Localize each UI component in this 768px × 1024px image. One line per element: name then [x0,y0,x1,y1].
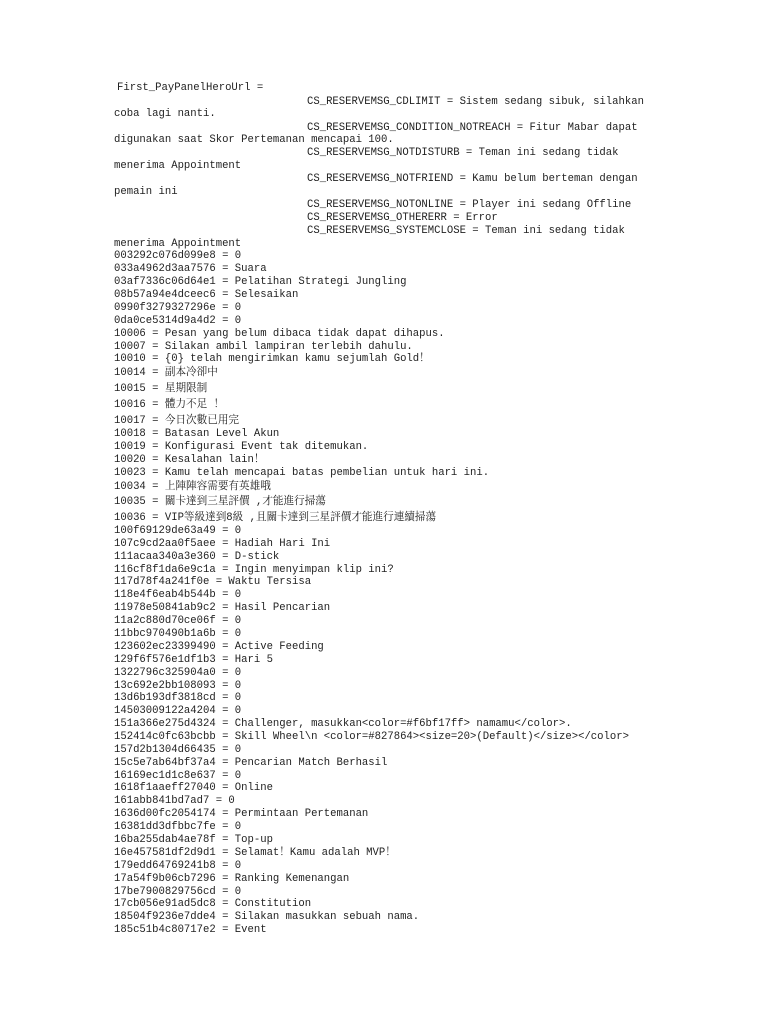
text-line: 17a54f9b06cb7296 = Ranking Kemenangan [114,873,350,885]
text-line: CS_RESERVEMSG_NOTFRIEND = Kamu belum berteman dengan [307,173,638,185]
text-line: 10020 = Kesalahan lain！ [114,454,265,466]
text-line: 151a366e275d4324 = Challenger, masukkan<color=#f6bf17ff> namamu</color>. [114,718,572,730]
text-line: 16e457581df2d9d1 = Selamat！Kamu adalah MVP！ [114,847,396,859]
text-line: 08b57a94e4dceec6 = Selesaikan [114,289,299,301]
text-line: 10036 = VIP等級達到8級 ,且關卡達到三星評價才能進行連續掃蕩 [114,512,437,524]
text-line: 18504f9236e7dde4 = Silakan masukkan sebuah nama. [114,911,420,923]
text-line: 10016 = 體力不足 ！ [114,399,225,411]
text-line: 111acaa340a3e360 = D-stick [114,551,280,563]
text-line: 13c692e2bb108093 = 0 [114,680,242,692]
text-line: menerima Appointment [114,238,242,250]
text-line: 11a2c880d70ce06f = 0 [114,615,242,627]
text-line: 123602ec23399490 = Active Feeding [114,641,324,653]
text-line: 10010 = {0} telah mengirimkan kamu sejumlah Gold！ [114,353,430,365]
text-line: 1618f1aaeff27040 = Online [114,782,273,794]
text-line: 16169ec1d1c8e637 = 0 [114,770,242,782]
text-line: 10017 = 今日次數已用完 [114,415,240,427]
text-line: 003292c076d099e8 = 0 [114,250,242,262]
text-line: 118e4f6eab4b544b = 0 [114,589,242,601]
text-line: 10014 = 副本冷卻中 [114,367,218,379]
text-line: 10015 = 星期限制 [114,383,208,395]
text-line: 11978e50841ab9c2 = Hasil Pencarian [114,602,331,614]
text-line: 152414c0fc63bcbb = Skill Wheel\n <color=#827864><size=20>(Default)</size></color> [114,731,629,743]
text-line: 10023 = Kamu telah mencapai batas pembelian untuk hari ini. [114,467,490,479]
text-line: 0da0ce5314d9a4d2 = 0 [114,315,242,327]
text-line: CS_RESERVEMSG_NOTDISTURB = Teman ini sedang tidak [307,147,619,159]
text-line: 100f69129de63a49 = 0 [114,525,242,537]
text-line: pemain ini [114,186,178,198]
text-line: menerima Appointment [114,160,242,172]
text-line: coba lagi nanti. [114,108,216,120]
text-line: 1636d00fc2054174 = Permintaan Pertemanan [114,808,369,820]
text-line: CS_RESERVEMSG_NOTONLINE = Player ini sedang Offline [307,199,632,211]
text-line: 10006 = Pesan yang belum dibaca tidak dapat dihapus. [114,328,445,340]
text-line: 185c51b4c80717e2 = Event [114,924,267,936]
text-line: 11bbc970490b1a6b = 0 [114,628,242,640]
text-line: 16ba255dab4ae78f = Top-up [114,834,273,846]
text-line: 129f6f576e1df1b3 = Hari 5 [114,654,273,666]
text-line: 17be7900829756cd = 0 [114,886,242,898]
text-line: 14503009122a4204 = 0 [114,705,242,717]
text-line: 107c9cd2aa0f5aee = Hadiah Hari Ini [114,538,331,550]
text-line: 10007 = Silakan ambil lampiran terlebih dahulu. [114,341,413,353]
text-line: 117d78f4a241f0e = Waktu Tersisa [114,576,312,588]
text-line: digunakan saat Skor Pertemanan mencapai 100. [114,134,394,146]
text-line: CS_RESERVEMSG_OTHERERR = Error [307,212,498,224]
text-line: 17cb056e91ad5dc8 = Constitution [114,898,312,910]
text-line: CS_RESERVEMSG_SYSTEMCLOSE = Teman ini sedang tidak [307,225,625,237]
text-line: 10019 = Konfigurasi Event tak ditemukan. [114,441,369,453]
text-line: CS_RESERVEMSG_CONDITION_NOTREACH = Fitur Mabar dapat [307,122,638,134]
text-line: 16381dd3dfbbc7fe = 0 [114,821,242,833]
text-line: 033a4962d3aa7576 = Suara [114,263,267,275]
text-line: 10018 = Batasan Level Akun [114,428,280,440]
text-line: 13d6b193df3818cd = 0 [114,692,242,704]
text-line: 03af7336c06d64e1 = Pelatihan Strategi Jungling [114,276,407,288]
text-line: 10034 = 上陣陣容需要有英雄哦 [114,481,271,493]
text-line: 0990f3279327296e = 0 [114,302,242,314]
text-line: First_PayPanelHeroUrl = [117,82,264,94]
text-line: 161abb841bd7ad7 = 0 [114,795,235,807]
text-line: 10035 = 關卡達到三星評價 ,才能進行掃蕩 [114,496,326,508]
text-line: CS_RESERVEMSG_CDLIMIT = Sistem sedang sibuk, silahkan [307,96,644,108]
text-line: 1322796c325904a0 = 0 [114,667,242,679]
text-line: 15c5e7ab64bf37a4 = Pencarian Match Berhasil [114,757,388,769]
text-line: 116cf8f1da6e9c1a = Ingin menyimpan klip ini? [114,564,394,576]
text-line: 157d2b1304d66435 = 0 [114,744,242,756]
text-line: 179edd64769241b8 = 0 [114,860,242,872]
